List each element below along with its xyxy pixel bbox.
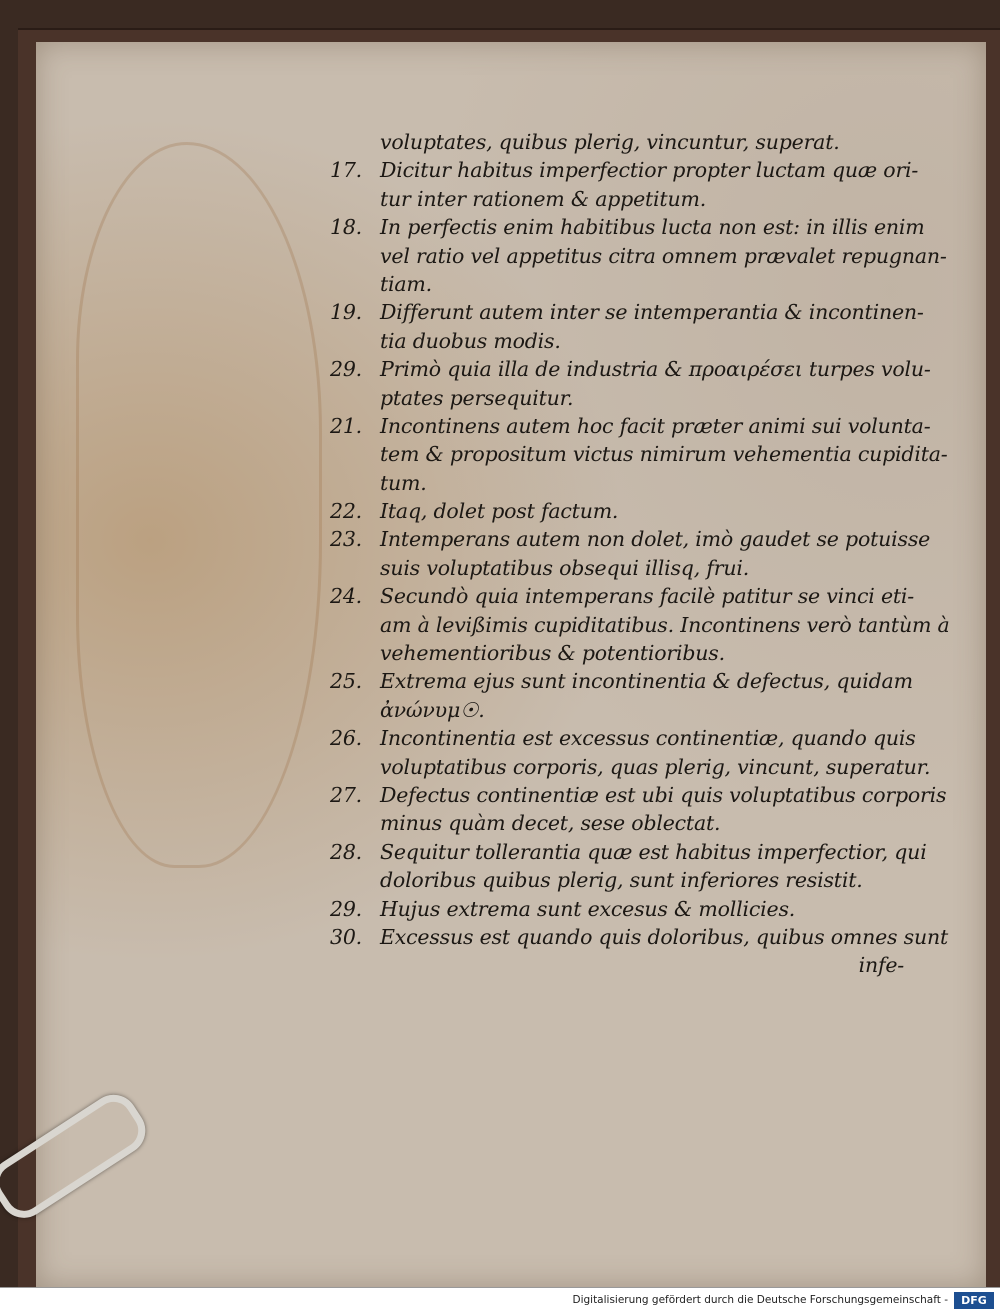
line-text: Extrema ejus sunt incontinentia & defectus, quidam [380,669,913,694]
dfg-logo: DFG [954,1292,994,1309]
text-line [330,213,925,241]
line-number: 18. [330,215,363,240]
text-line [330,525,931,553]
line-text: Primò quia illa de industria & προαιρέσει turpes volu- [380,357,931,382]
line-text: tiam. [380,271,432,296]
text-line [330,696,910,724]
line-number: 19. [330,300,363,325]
text-line [330,611,950,639]
catchword: infe- [858,953,904,978]
line-text: Defectus continentiæ est ubi quis voluptatibus corporis [380,782,947,807]
line-number: 25. [330,669,363,694]
line-number: 29. [330,896,363,921]
line-text: tia duobus modis. [380,328,561,353]
footer-bar [0,1287,1000,1312]
line-text: ptates persequitur. [380,385,574,410]
footer-credit: Digitalisierung gefördert durch die Deutsche Forschungsgemeinschaft - [572,1294,948,1306]
text-line [330,667,913,695]
text-line [330,469,910,497]
text-line [330,384,910,412]
line-text: Secundò quia intemperans facilè patitur se vinci eti- [380,584,915,609]
line-text: suis voluptatibus obsequi illisq, frui. [380,555,750,580]
line-text: Hujus extrema sunt excesus & mollicies. [380,896,796,921]
line-text: Differunt autem inter se intemperantia & incontinen- [380,300,924,325]
line-text: tem & propositum victus nimirum vehementia cupidita- [380,442,948,467]
text-line [330,412,931,440]
text-line [330,440,948,468]
text-line [330,270,910,298]
line-text: minus quàm decet, sese oblectat. [380,811,721,836]
text-line [330,298,924,326]
line-text: tur inter rationem & appetitum. [380,186,707,211]
text-line [330,327,910,355]
line-text: In perfectis enim habitibus lucta non est: in illis enim [380,215,925,240]
text-line [330,781,947,809]
line-number: 23. [330,527,363,552]
line-text: Dicitur habitus imperfectior propter luctam quæ ori- [380,158,919,183]
line-text: Itaq, dolet post factum. [380,499,619,524]
text-line [330,809,910,837]
text-line [330,185,910,213]
line-text: voluptatibus corporis, quas plerig, vincunt, superatur. [380,754,931,779]
line-text: vel ratio vel appetitus citra omnem prævalet repugnan- [380,243,947,268]
page-text [330,128,950,980]
text-line [330,128,910,156]
text-line [330,838,927,866]
line-number: 27. [330,782,363,807]
water-stain [76,142,322,868]
line-number: 28. [330,839,363,864]
text-line [330,554,910,582]
text-line [330,355,931,383]
line-text: Sequitur tollerantia quæ est habitus imperfectior, qui [380,839,927,864]
line-number: 17. [330,158,363,183]
line-text: Intemperans autem non dolet, imò gaudet se potuisse [380,527,931,552]
text-line [330,895,910,923]
text-line [330,639,910,667]
line-number: 26. [330,726,363,751]
line-text: vehementioribus & potentioribus. [380,641,725,666]
line-text: tum. [380,470,427,495]
line-number: 21. [330,413,363,438]
line-text: doloribus quibus plerig, sunt inferiores resistit. [380,868,863,893]
line-text: ἀνώνυμ☉. [380,697,485,722]
line-text: Incontinens autem hoc facit præter animi sui volunta- [380,413,931,438]
text-line [330,724,916,752]
line-text: Incontinentia est excessus continentiæ, quando quis [380,726,916,751]
text-line [330,753,931,781]
text-line [330,923,949,951]
line-number: 24. [330,584,363,609]
line-text: voluptates, quibus plerig, vincuntur, superat. [380,130,840,154]
text-line [330,156,919,184]
line-text: am à levißimis cupiditatibus. Incontinens verò tantùm à [380,612,950,637]
text-line [330,866,910,894]
line-number: 29. [330,357,363,382]
text-line [330,497,910,525]
text-line [330,242,947,270]
line-text: Excessus est quando quis doloribus, quibus omnes sunt [380,924,949,949]
line-number: 22. [330,499,363,524]
text-line [330,582,915,610]
line-number: 30. [330,924,363,949]
